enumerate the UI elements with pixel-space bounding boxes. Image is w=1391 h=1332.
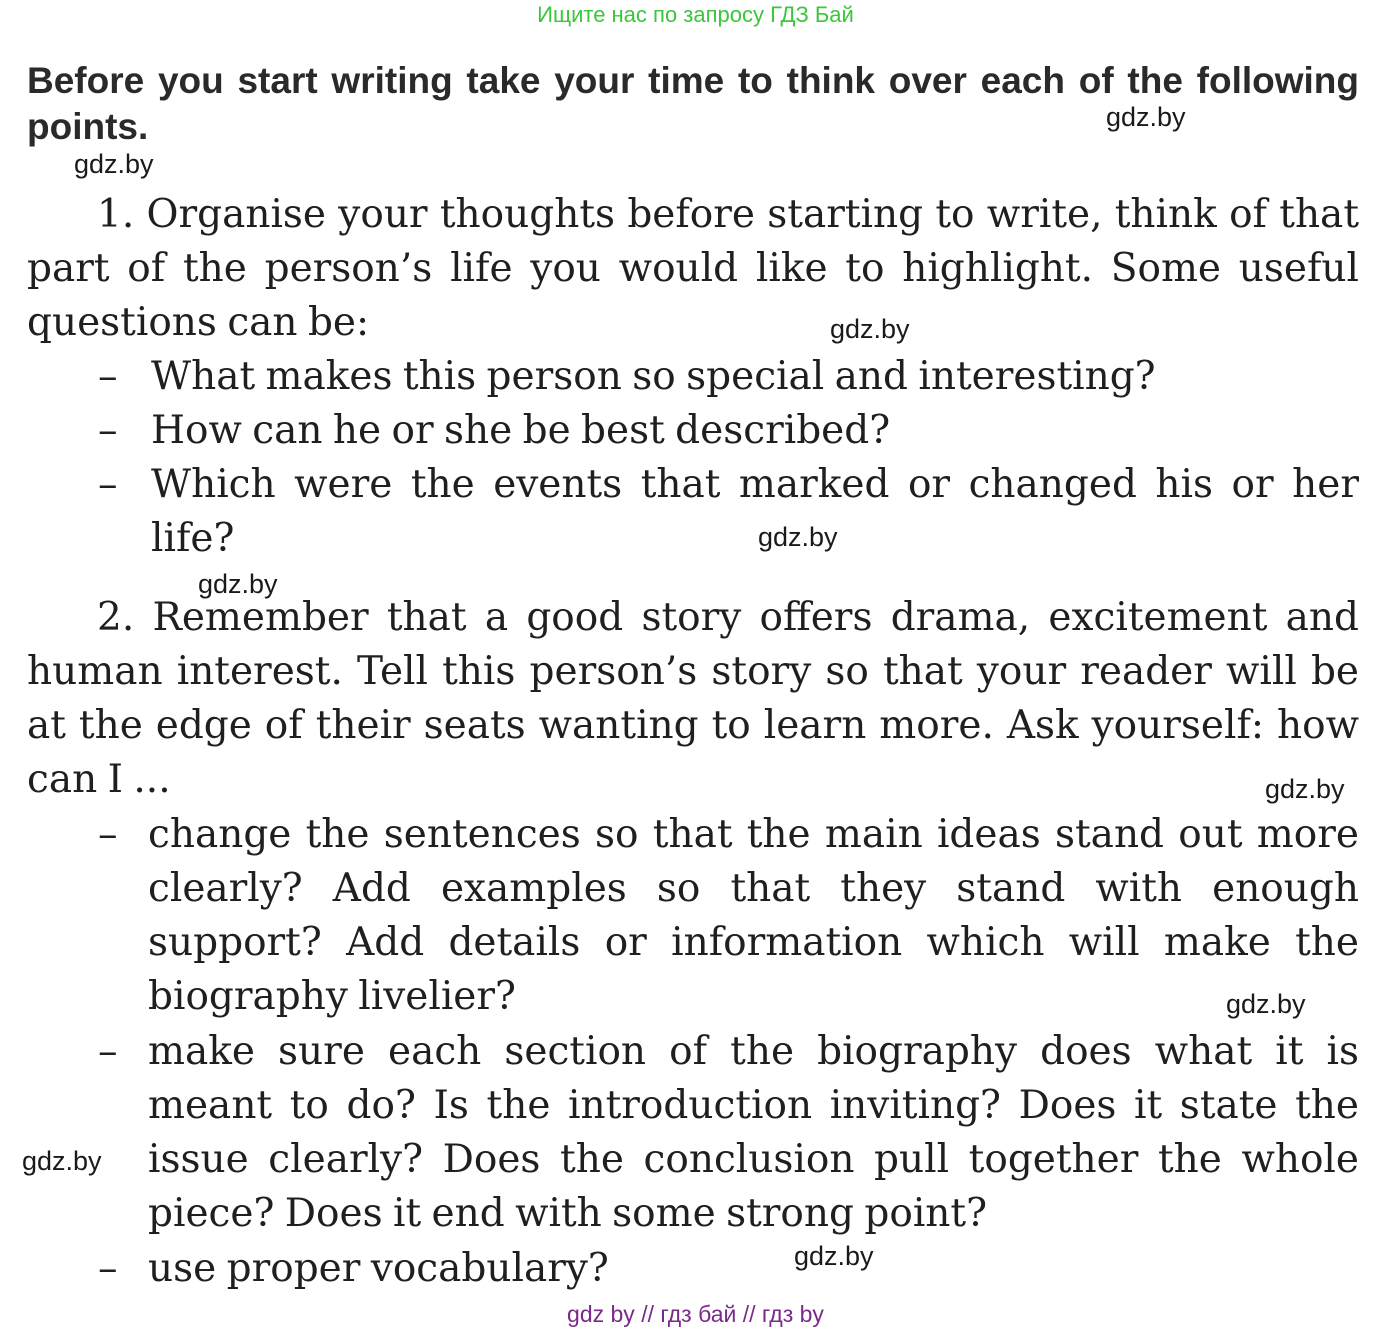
watermark: gdz.by [794,1241,874,1271]
list-dash: – [98,408,118,453]
list-dash: – [98,354,118,399]
list-dash: – [98,462,118,507]
watermark: gdz.by [830,314,910,344]
list-dash: – [98,812,118,857]
point-2-text: 2. Remember that a good story offers drama, excitement and human interest. Tell this person’s story so that your reader will be at the edge of their seats wanting to learn more. Ask yourself: how can I ... [27,595,1359,802]
watermark: gdz.by [22,1146,102,1176]
list-dash: – [98,1029,118,1074]
task-heading: Before you start writing take your time to think over each of the following points. [27,60,1359,147]
footer-watermark: gdz by // гдз бай // гдз by [567,1301,824,1327]
point-1-text: 1. Organise your thoughts before starting to write, think of that part of the person’s life you would like to highlight. Some useful questions can be: [27,192,1359,345]
list-item: make sure each section of the biography does what it is meant to do? Is the introduction inviting? Does it state the issue clearly? Does the conclusion pull together the whole piece? Does it end with some strong point? [148,1029,1359,1236]
list-dash: – [98,1246,118,1291]
list-item: Which were the events that marked or changed his or her life? [151,462,1359,561]
watermark: gdz.by [1226,989,1306,1019]
watermark: gdz.by [74,149,154,179]
watermark: gdz.by [758,522,838,552]
watermark: gdz.by [1106,102,1186,132]
list-item: What makes this person so special and interesting? [151,354,1156,399]
watermark: gdz.by [198,569,278,599]
watermark: gdz.by [1265,774,1345,804]
list-item: How can he or she be best described? [151,408,891,453]
list-item: use proper vocabulary? [148,1246,609,1291]
top-banner: Ищите нас по запросу ГДЗ Бай [537,2,854,27]
list-item: change the sentences so that the main ideas stand out more clearly? Add examples so that they stand with enough support? Add details or information which will make the biography livelier? [148,812,1359,1019]
